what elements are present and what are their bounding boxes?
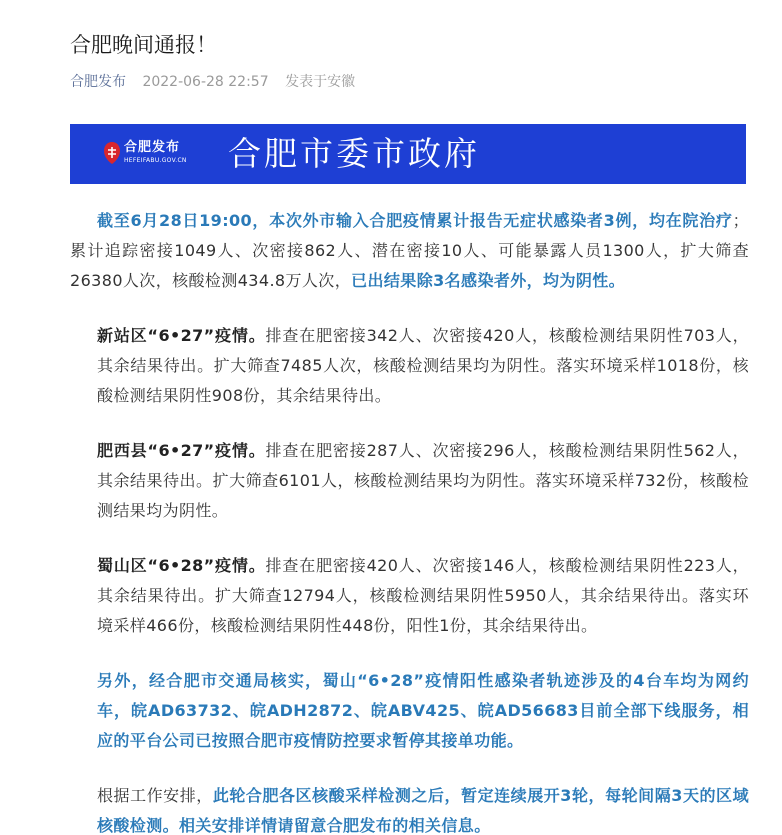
publish-location: 发表于安徽	[285, 74, 356, 90]
paragraph-summary	[70, 206, 749, 296]
hefei-fabu-logo	[102, 138, 192, 172]
schedule-highlight: 此轮合肥各区核酸采样检测之后，暂定连续展开3轮，每轮间隔3天的区域核酸检测。相关安排详情请留意合肥发布的相关信息。	[97, 786, 749, 835]
paragraph-feixi	[97, 436, 749, 526]
seal-icon	[102, 141, 122, 165]
article-meta	[70, 72, 355, 92]
paragraph-xinzhan	[97, 321, 749, 411]
banner-org-name: 合肥市委市政府	[228, 134, 480, 173]
summary-result: 已出结果除3名感染者外，均为阴性。	[351, 271, 626, 290]
shushan-text: 排查在肥密接420人、次密接146人，核酸检测结果阴性223人，其余结果待出。扩大筛查12794人，核酸检测结果阴性5950人，其余结果待出。落实环境采样466份，核酸检测结果阴性448份，阳性1份，其余结果待出。	[97, 556, 749, 635]
account-name-link[interactable]: 合肥发布	[70, 74, 126, 90]
government-banner	[70, 124, 746, 184]
summary-text: ；累计追踪密接1049人、次密接862人、潜在密接10人、可能暴露人员1300人，扩大筛查26380人次，核酸检测434.8万人次，	[70, 211, 749, 290]
article-title: 合肥晚间通报！	[70, 33, 217, 57]
feixi-text: 排查在肥密接287人、次密接296人，核酸检测结果阴性562人，其余结果待出。扩大筛查6101人，核酸检测结果均为阴性。落实环境采样732份，核酸检测结果均为阴性。	[97, 441, 749, 520]
summary-highlight: 截至6月28日19:00，本次外市输入合肥疫情累计报告无症状感染者3例，均在院治疗	[97, 211, 733, 230]
xinzhan-heading: 新站区“6•27”疫情。	[97, 326, 266, 345]
shushan-heading: 蜀山区“6•28”疫情。	[97, 556, 266, 575]
article-body	[70, 206, 749, 835]
publish-date: 2022-06-28 22:57	[142, 74, 269, 90]
paragraph-shushan	[97, 551, 749, 641]
feixi-heading: 肥西县“6•27”疫情。	[97, 441, 266, 460]
logo-url: HEFEIFABU.GOV.CN	[124, 157, 187, 164]
logo-text: 合肥发布	[124, 140, 181, 155]
xinzhan-text: 排查在肥密接342人、次密接420人，核酸检测结果阴性703人，其余结果待出。扩大筛查7485人次，核酸检测结果均为阴性。落实环境采样1018份，核酸检测结果阴性908份，其余结果待出。	[97, 326, 749, 405]
paragraph-schedule	[97, 781, 749, 835]
paragraph-ride-hailing: 另外，经合肥市交通局核实，蜀山“6•28”疫情阳性感染者轨迹涉及的4台车均为网约车，皖AD63732、皖ADH2872、皖ABV425、皖AD56683目前全部下线服务，相应的平台公司已按照合肥市疫情防控要求暂停其接单功能。	[97, 671, 749, 750]
schedule-intro: 根据工作安排，	[97, 786, 213, 805]
